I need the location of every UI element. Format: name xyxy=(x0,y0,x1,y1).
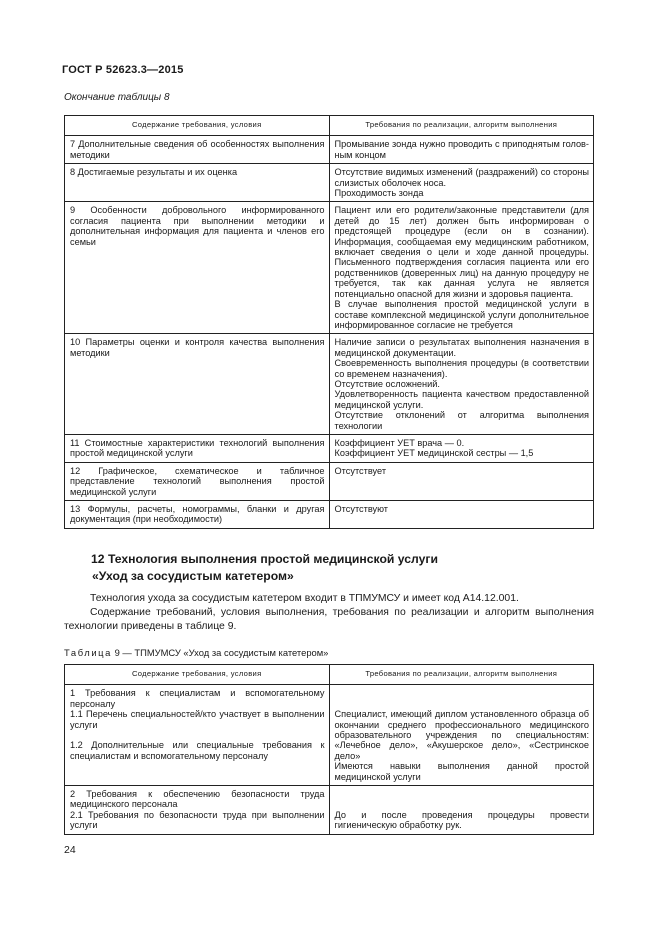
requirement-cell xyxy=(65,501,330,529)
cell-line: Промывание зонда нужно проводить с приподнятым голов-ным концом xyxy=(334,139,589,160)
table-9-caption xyxy=(64,647,328,658)
column-header-algorithm: Требования по реализации, алгоритм выполнения xyxy=(329,665,594,685)
column-header-requirement: Содержание требования, условия xyxy=(65,116,330,136)
cell-line: Проходимость зонда xyxy=(334,188,424,199)
requirement-cell xyxy=(65,136,330,164)
cell-line: Отсутствие осложнений. xyxy=(334,378,440,389)
cell-line: Коэффициент УЕТ врача — 0. xyxy=(334,437,465,448)
cell-line: 2.1 Требования по безопасности труда при выполнении услуги xyxy=(70,809,325,831)
cell-line: Своевременность выполнения процедуры (в соответствии со временем назначения). xyxy=(334,358,589,379)
cell-line: Отсутствует xyxy=(334,465,387,476)
algorithm-cell xyxy=(329,136,594,164)
cell-line: В случае выполнения простой медицинской услуги в составе комплексной медицинской услуги дополнительное информированное согласие не требуется xyxy=(334,299,589,330)
table-header-row xyxy=(65,665,594,685)
cell-line: Удовлетворенность пациента качеством предоставленной медицинской услуги. xyxy=(334,389,589,410)
cell-line: 2 Требования к обеспечению безопасности труда медицинского персонала xyxy=(70,789,325,810)
cell-line: 1.2 Дополнительные или специальные требования к специалистам и вспомогательному персоналу xyxy=(70,740,325,761)
cell-line: Отсутствие отклонений от алгоритма выполнения технологии xyxy=(334,410,589,431)
algorithm-cell xyxy=(329,685,594,786)
cell-line: Пациент или его родители/законные представители (для детей до 15 лет) должен быть информирован о предстоящей процедуре (если он в сознании). Информация, сообщаемая ему медицинским работником, включает сведения о цели и ходе данной процедуры. Письменного подтверждения согласия пациента или его родственников (доверенных лиц) на данную процедуру не требуется, так как данная услуга не является потенциально опасной для жизни и здоровья пациента. xyxy=(334,205,589,299)
caption-text: 9 — ТПМУМСУ «Уход за сосудистым катетером» xyxy=(111,647,329,658)
cell-line: Коэффициент УЕТ медицинской сестры — 1,5 xyxy=(334,448,534,459)
table-continuation-label: Окончание таблицы 8 xyxy=(64,92,170,103)
paragraph-reference: Содержание требований, условия выполнения, требования по реализации и алгоритм выполнения технологии приведены в таблице 9. xyxy=(64,607,594,632)
document-header: ГОСТ Р 52623.3—2015 xyxy=(62,64,184,76)
algorithm-cell xyxy=(329,334,594,435)
section-title-line-1: 12 Технология выполнения простой медицинской услуги xyxy=(91,552,438,566)
requirements-table-8 xyxy=(64,115,594,529)
page-number: 24 xyxy=(64,844,76,856)
table-row xyxy=(65,501,594,529)
paragraph-code: Технология ухода за сосудистым катетером входит в ТПМУМСУ и имеет код А14.12.001. xyxy=(90,593,519,604)
requirement-cell xyxy=(65,334,330,435)
requirement-cell xyxy=(65,434,330,462)
requirement-cell xyxy=(65,685,330,786)
table-row xyxy=(65,434,594,462)
requirement-cell xyxy=(65,786,330,835)
table-row xyxy=(65,786,594,835)
column-header-requirement: Содержание требования, условия xyxy=(65,665,330,685)
column-header-algorithm: Требования по реализации, алгоритм выполнения xyxy=(329,116,594,136)
cell-line: Отсутствуют xyxy=(334,504,389,514)
algorithm-cell xyxy=(329,501,594,529)
algorithm-cell xyxy=(329,164,594,202)
table-row xyxy=(65,685,594,786)
cell-line: До и после проведения процедуры провести гигиеническую обработку рук. xyxy=(334,809,589,831)
table-row xyxy=(65,334,594,435)
table-row xyxy=(65,164,594,202)
table-header-row xyxy=(65,116,594,136)
algorithm-cell xyxy=(329,462,594,500)
cell-line: 1 Требования к специалистам и вспомогательному персоналу xyxy=(70,688,325,709)
cell-line: Имеются навыки выполнения данной простой медицинской услуги xyxy=(334,761,589,782)
cell-line: 9 Особенности добровольного информированного согласия пациента при выполнении методики и дополнительная информация для пациента и членов его семьи xyxy=(70,205,325,247)
cell-line: 7 Дополнительные сведения об особенностях выполнения методики xyxy=(70,139,325,160)
algorithm-cell xyxy=(329,434,594,462)
cell-line: 1.1 Перечень специальностей/кто участвует в выполнении услуги xyxy=(70,709,325,730)
table-row xyxy=(65,202,594,334)
requirements-table-9 xyxy=(64,664,594,835)
table-row xyxy=(65,136,594,164)
cell-line: Специалист, имеющий диплом установленного образца об окончании среднего профессионального медицинского образовательного учреждения по специальностям: «Лечебное дело», «Акушерское дело», «Сестринское дело» xyxy=(334,709,589,761)
cell-line: 13 Формулы, расчеты, номограммы, бланки и другая документация (при необходимости) xyxy=(70,504,325,525)
cell-line: 11 Стоимостные характеристики технологий выполнения простой медицинской услуги xyxy=(70,437,325,459)
algorithm-cell xyxy=(329,202,594,334)
requirement-cell xyxy=(65,164,330,202)
cell-line: 12 Графическое, схематическое и табличное представление технологий выполнения простой медицинской услуги xyxy=(70,465,325,497)
cell-line: 10 Параметры оценки и контроля качества выполнения методики xyxy=(70,337,325,358)
section-title xyxy=(91,551,591,584)
table-row xyxy=(65,462,594,500)
caption-prefix: Таблица xyxy=(64,647,112,658)
algorithm-cell xyxy=(329,786,594,835)
requirement-cell xyxy=(65,202,330,334)
cell-line: 8 Достигаемые результаты и их оценка xyxy=(70,167,238,178)
cell-line: Наличие записи о результатах выполнения назначения в медицинской документации. xyxy=(334,337,589,358)
section-title-line-2: «Уход за сосудистым катетером» xyxy=(92,568,294,583)
cell-line: Отсутствие видимых изменений (раздражений) со стороны слизистых оболочек носа. xyxy=(334,167,589,188)
requirement-cell xyxy=(65,462,330,500)
